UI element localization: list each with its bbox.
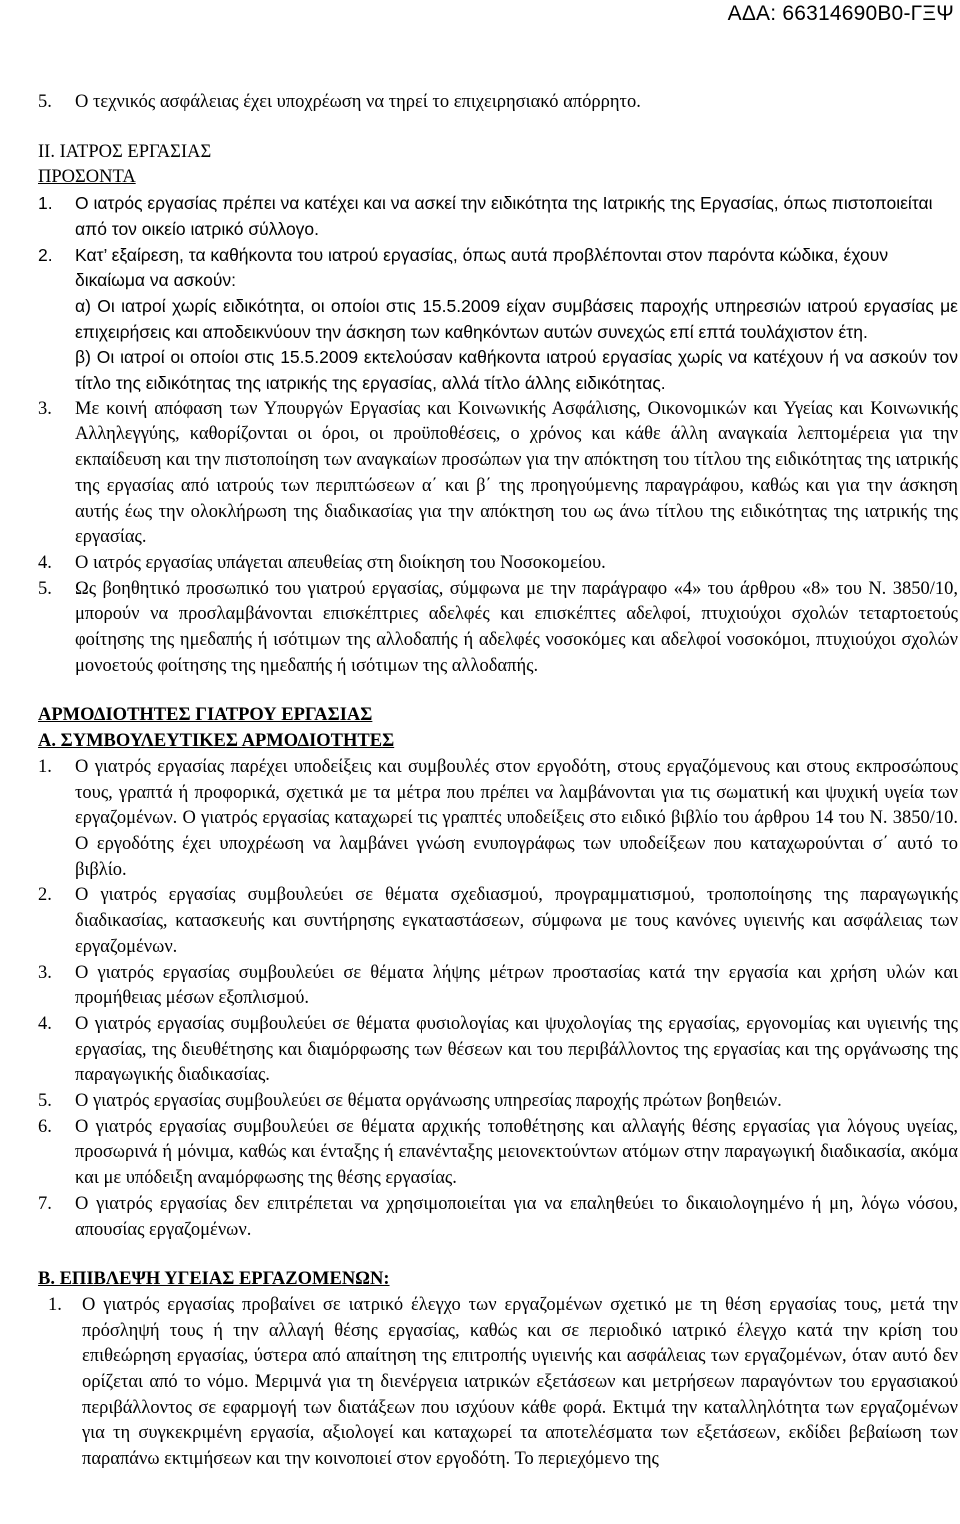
item-text: Κατ’ εξαίρεση, τα καθήκοντα του ιατρού εργασίας, όπως αυτά προβλέπονται στον παρόντα κώδικα, έχουν δικαίωμα να ασκούν: xyxy=(75,244,889,291)
advisory-item-5 xyxy=(38,1089,958,1115)
item-number: 3. xyxy=(38,962,52,983)
advisory-item-1 xyxy=(38,755,958,884)
qualification-item-3 xyxy=(38,397,958,551)
advisory-item-7 xyxy=(38,1192,958,1243)
spacer xyxy=(38,679,958,703)
item-number: 5. xyxy=(38,1091,52,1112)
item-number: 5. xyxy=(38,92,52,112)
item-number: 5. xyxy=(38,578,52,599)
item-text: Ο ιατρός εργασίας υπάγεται απευθείας στη διοίκηση του Νοσοκομείου. xyxy=(75,552,606,573)
item-text: Ο γιατρός εργασίας συμβουλεύει σε θέματα οργάνωσης υπηρεσίας παροχής πρώτων βοηθειών. xyxy=(75,1091,782,1112)
item-text: Ο γιατρός εργασίας παρέχει υποδείξεις και συμβουλές στον εργοδότη, στους εργαζόμενους και στους εκπροσώπους τους, γραπτά ή προφορικά, σχετικά με τα μέτρα που πρέπει να λαμβάνονται για τις σωματική και ψυχική υγεία των εργαζομένων. Ο γιατρός εργασίας καταχωρεί τις γραπτές υποδείξεις στο ειδικό βιβλίο του άρθρου 14 του Ν. 3850/10. Ο εργοδότης έχει υποχρέωση να λαμβάνει γνώση ενυπογράφως των υποδείξεων που καταχωρούνται σ΄ αυτό το βιβλίο. xyxy=(75,756,958,880)
qualification-item-1 xyxy=(38,191,958,242)
item-number: 4. xyxy=(38,1013,52,1034)
item-text: Ο ιατρός εργασίας πρέπει να κατέχει και να ασκεί την ειδικότητα της Ιατρικής της Εργασίας, όπως πιστοποιείται από τον οικείο ιατρικό σύλλογο. xyxy=(75,193,933,239)
item-number: 7. xyxy=(38,1193,52,1214)
document-page xyxy=(38,90,958,1473)
item-number: 1. xyxy=(48,1294,62,1315)
section-title-doctor: II. ΙΑΤΡΟΣ ΕΡΓΑΣΙΑΣ xyxy=(38,141,212,162)
qualification-sub-a: α) Οι ιατροί χωρίς ειδικότητα, οι οποίοι στις 15.5.2009 είχαν συμβάσεις παροχής υπηρεσιών ιατρού εργασίας με επιχειρήσεις και αποδεικνύουν την άσκηση των καθηκόντων αυτών συνεχώς επί επτά τουλάχιστον έτη. xyxy=(75,295,958,342)
section-subtitle-qualifications: ΠΡΟΣΟΝΤΑ xyxy=(38,167,136,188)
qualification-item-5 xyxy=(38,577,958,680)
item-text: Ο γιατρός εργασίας προβαίνει σε ιατρικό έλεγχο των εργαζομένων σχετικό με τη θέση εργασίας τους, μετά την πρόσληψή τους ή την αλλαγή θέσης εργασίας, καθώς και σε περιοδικό ιατρικό έλεγχο κατά την κρίση του επιθεώρηση εργασίας, ύστερα από απαίτηση της επιτροπής υγιεινής και ασφάλειας των εργαζομένων, όταν αυτό δεν ορίζεται από το νόμο. Μεριμνά για τη διενέργεια ιατρικών εξετάσεων και μετρήσεων παραγόντων του εργασιακού περιβάλλοντος σε εφαρμογή των διατάξεων που ισχύουν κάθε φορά. Εκτιμά την καταλληλότητα των εργαζομένων για τη συγκεκριμένη εργασία, αξιολογεί και καταχωρεί τα αποτελέσματα των εξετάσεων, εκδίδει βεβαίωση των παραπάνω εκτιμήσεων και την κοινοποιεί στον εργοδότη. Το περιεχόμενο της xyxy=(82,1294,958,1470)
item-number: 2. xyxy=(38,244,53,265)
monitoring-item-1 xyxy=(38,1293,958,1473)
safety-tech-item-5 xyxy=(38,90,958,116)
item-text: Ο γιατρός εργασίας συμβουλεύει σε θέματα λήψης μέτρων προστασίας κατά την εργασία και χρήση υλών και προμήθειας μέσων εξοπλισμού. xyxy=(75,962,958,1009)
item-text: Ο γιατρός εργασίας συμβουλεύει σε θέματα σχεδιασμού, προγραμματισμού, τροποποίησης της παραγωγικής διαδικασίας, κατασκευής και συντήρησης εγκαταστάσεων, σύμφωνα με τους κανόνες υγιεινής και ασφάλειας των εργαζομένων. xyxy=(75,885,958,957)
qualification-sub-b: β) Οι ιατροί οι οποίοι στις 15.5.2009 εκτελούσαν καθήκοντα ιατρού εργασίας χωρίς να κατέχουν ή να ασκούν τον τίτλο της ειδικότητας της ιατρικής της εργασίας, αλλά τίτλο άλλης ειδικότητας. xyxy=(75,347,958,394)
advisory-item-3 xyxy=(38,961,958,1012)
item-text: Με κοινή απόφαση των Υπουργών Εργασίας και Κοινωνικής Ασφάλισης, Οικονομικών και Υγείας και Κοινωνικής Αλληλεγγύης, καθορίζονται οι όροι, οι προϋποθέσεις, ο χρόνος και κάθε άλλη αναγκαία λεπτομέρεια για την εκπαίδευση και την πιστοποίηση των αναγκαίων προσώπων για την απόκτηση του τίτλου της ειδικότητας της ιατρικής της εργασίας από ιατρούς των περιπτώσεων α΄ και β΄ της προηγούμενης παραγράφου, καθώς και για την άσκηση αυτής έως την ολοκλήρωση της διαδικασίας για την απόκτηση του ως άνω τίτλου της ειδικότητας της ιατρικής της εργασίας. xyxy=(75,398,958,548)
qualification-item-4 xyxy=(38,551,958,577)
item-text: Ως βοηθητικό προσωπικό του γιατρού εργασίας, σύμφωνα με την παράγραφο «4» του άρθρου «8» του Ν. 3850/10, μπορούν να προσλαμβάνονται επισκέπτριες αδελφές και επισκέπτες αδελφοί, πτυχιούχοι σχολών τεταρτοετούς φοίτησης της ημεδαπής ή ισότιμων της αλλοδαπής ή αδελφές νοσοκόμες και αδελφοί νοσοκόμοι, πτυχιούχοι σχολών μονοετούς φοίτησης της ημεδαπής ή ισότιμων της αλλοδαπής. xyxy=(75,578,958,676)
item-text: Ο γιατρός εργασίας συμβουλεύει σε θέματα φυσιολογίας και ψυχολογίας της εργασίας, εργονομίας και υγιεινής της εργασίας, της διευθέτησης και διαμόρφωσης των θέσεων και του περιβάλλοντος της εργασίας και της οργάνωσης της παραγωγικής διαδικασίας. xyxy=(75,1013,958,1086)
advisory-item-4 xyxy=(38,1012,958,1089)
item-text: Ο τεχνικός ασφάλειας έχει υποχρέωση να τηρεί το επιχειρησιακό απόρρητο. xyxy=(75,92,641,112)
item-number: 2. xyxy=(38,885,52,906)
item-number: 4. xyxy=(38,552,52,573)
item-text: Ο γιατρός εργασίας συμβουλεύει σε θέματα αρχικής τοποθέτησης και αλλαγής θέσης εργασίας για λόγους υγείας, προσωρινά ή μόνιμα, καθώς και ένταξης ή επανένταξης μειονεκτούντων ατόμων στην παραγωγική διαδικασία, ακόμα και με υπόδειξη αναμόρφωσης της θέσης εργασίας. xyxy=(75,1116,958,1189)
item-number: 1. xyxy=(38,756,52,777)
item-number: 6. xyxy=(38,1116,52,1137)
item-number: 1. xyxy=(38,193,53,214)
advisory-item-6 xyxy=(38,1115,958,1192)
section-subtitle-advisory: Α. ΣΥΜΒΟΥΛΕΥΤΙΚΕΣ ΑΡΜΟΔΙΟΤΗΤΕΣ xyxy=(38,731,395,752)
ada-code: ΑΔΑ: 66314690Β0-ΓΞΨ xyxy=(727,2,954,25)
spacer xyxy=(38,1243,958,1267)
item-text: Ο γιατρός εργασίας δεν επιτρέπεται να χρησιμοποιείται για να επαληθεύει το δικαιολογημένο ή μη, λόγω νόσου, απουσίας εργαζομένων. xyxy=(75,1193,958,1240)
qualification-item-2 xyxy=(38,243,958,294)
section-subtitle-health-monitoring: Β. ΕΠΙΒΛΕΨΗ ΥΓΕΙΑΣ ΕΡΓΑΖΟΜΕΝΩΝ: xyxy=(38,1269,390,1290)
item-number: 3. xyxy=(38,398,52,419)
advisory-item-2 xyxy=(38,883,958,960)
section-title-duties: ΑΡΜΟΔΙΟΤΗΤΕΣ ΓΙΑΤΡΟΥ ΕΡΓΑΣΙΑΣ xyxy=(38,705,373,726)
spacer xyxy=(38,116,958,140)
